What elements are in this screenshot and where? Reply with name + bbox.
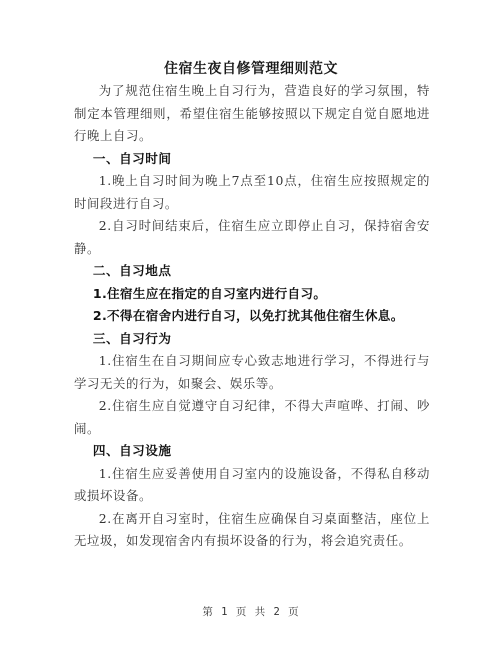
facilities-item-2: 2.在离开自习室时，住宿生应确保自习桌面整洁，座位上无垃圾，如发现宿舍内有损坏设备的行为，将会追究责任。 <box>74 510 430 548</box>
time-item-2: 2.自习时间结束后，住宿生应立即停止自习，保持宿舍安静。 <box>74 218 430 256</box>
time-item-1: 1.晚上自习时间为晚上7点至10点，住宿生应按照规定的时间段进行自习。 <box>74 173 430 211</box>
section-heading-time: 一、自习时间 <box>92 150 172 166</box>
behavior-item-1: 1.住宿生在自习期间应专心致志地进行学习，不得进行与学习无关的行为，如聚会、娱乐等。 <box>74 353 430 391</box>
intro-paragraph: 为了规范住宿生晚上自习行为，营造良好的学习氛围，特制定本管理细则，希望住宿生能够按照以下规定自觉自愿地进行晚上自习。 <box>74 83 430 143</box>
section-heading-behavior: 三、自习行为 <box>92 330 172 346</box>
location-item-1: 1.住宿生应在指定的自习室内进行自习。 <box>92 285 327 301</box>
section-heading-facilities: 四、自习设施 <box>92 443 172 458</box>
location-item-2: 2.不得在宿舍内进行自习，以免打扰其他住宿生休息。 <box>92 308 404 323</box>
behavior-item-2: 2.住宿生应自觉遵守自习纪律，不得大声喧哗、打闹、吵闹。 <box>74 398 430 436</box>
page-number-footer: 第 1 页 共 2 页 <box>202 606 300 618</box>
document-title: 住宿生夜自修管理细则范文 <box>164 61 338 77</box>
section-heading-location: 二、自习地点 <box>92 263 172 278</box>
facilities-item-1: 1.住宿生应妥善使用自习室内的设施设备，不得私自移动或损坏设备。 <box>74 465 430 503</box>
document-body <box>74 80 430 553</box>
